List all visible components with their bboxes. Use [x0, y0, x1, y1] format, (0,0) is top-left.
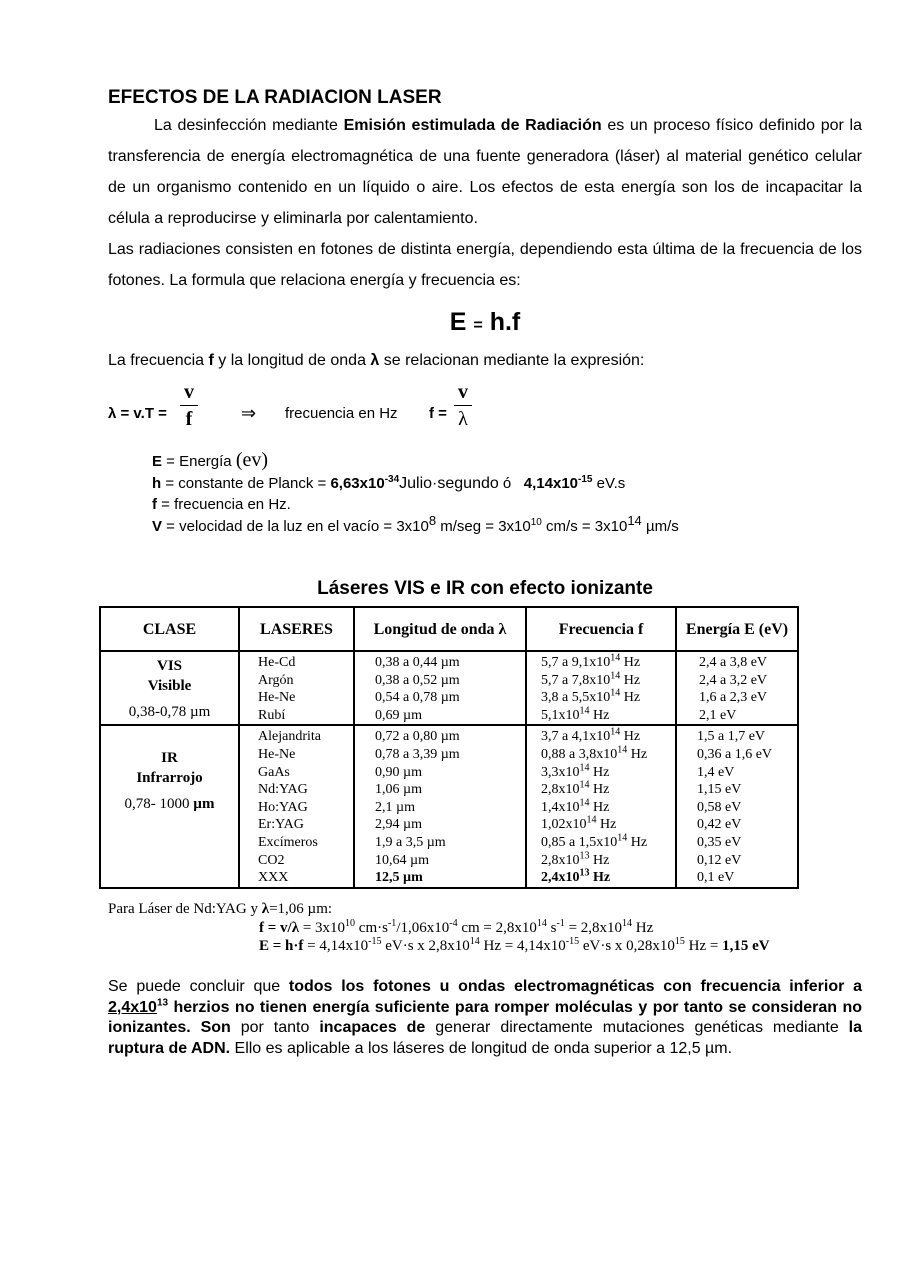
- wavelength-formula-row: [108, 381, 862, 446]
- implies-arrow: ⇒: [241, 403, 257, 423]
- frequency-in-hz-label: frecuencia en Hz: [285, 405, 398, 422]
- intro-paragraph-1: La desinfección mediante Emisión estimulada de Radiación es un proceso físico definido por la transferencia de energía electromagnética de una fuente generadora (láser) al material genético celular de un organismo contenido en un líquido o aire. Los efectos de esta energía son los de incapacitar la célula a reproducirse y eliminarla por calentamiento.: [108, 117, 863, 227]
- table-header-row: [100, 607, 798, 651]
- header-frecuencia: Frecuencia f: [526, 607, 676, 651]
- class-cell-ir: IR Infrarrojo 0,78- 1000 µm: [100, 725, 239, 887]
- header-clase: CLASE: [100, 607, 239, 651]
- lasers-cell-ir: Alejandrita He-Ne GaAs Nd:YAG Ho:YAG Er:YAG Excímeros CO2 XXX: [239, 725, 354, 887]
- definition-planck: h = constante de Planck = $6,63x10^{-34}Julio\cdot segundo$ ó $4,14x10^{-15}$ eV.s: [152, 473, 626, 492]
- lasers-table: [99, 606, 799, 889]
- table-title: Láseres VIS e IR con efecto ionizante: [317, 578, 653, 599]
- header-laseres: LASERES: [239, 607, 354, 651]
- definition-energy: E = Energía (ev): [152, 449, 269, 471]
- frequency-equation-lhs: f =: [429, 405, 447, 422]
- definition-frequency: f = frecuencia en Hz.: [152, 496, 291, 513]
- fraction-v-over-f: $\frac{v}{f}$: [180, 379, 198, 432]
- ndyag-example: [108, 900, 868, 956]
- example-frequency-line: $f = v/\lambda = 3x10^{10}$ $cm\cdot s^{-1}/1,06x10^{-4}$ cm = $2,8x10^{14}$ $s^{-1} = 2,8x10^{14}$ Hz: [259, 917, 654, 936]
- class-cell-vis: VIS Visible 0,38-0,78 µm: [100, 651, 239, 725]
- energy-cell-ir: 1,5 a 1,7 eV 0,36 a 1,6 eV 1,4 eV 1,15 eV 0,58 eV 0,42 eV 0,35 eV 0,12 eV 0,1 eV: [676, 725, 798, 887]
- page-title: EFECTOS DE LA RADIACION LASER: [108, 87, 442, 108]
- wavelength-cell-vis: 0,38 a 0,44 µm 0,38 a 0,52 µm 0,54 a 0,78 µm 0,69 µm: [354, 651, 526, 725]
- conclusion-paragraph: Se puede concluir que todos los fotones u ondas electromagnéticas con frecuencia inferior a $2,4x10^{13}$ herzios no tienen energía suficiente para romper moléculas y por tanto se consideran no ionizantes. Son por tanto incapaces de generar directamente mutaciones genéticas mediante la ruptura de ADN. Ello es aplicable a los láseres de longitud de onda superior a 12,5 µm.: [108, 978, 863, 1057]
- frequency-cell-ir: 3,7 a $4,1x10^{14}$ Hz 0,88 a $3,8x10^{14}$ Hz $3,3x10^{14}$ Hz $2,8x10^{14}$ Hz $1,4x10^{14}$ Hz $1,02x10^{14}$ Hz 0,85 a $1,5x10^{14}$ Hz $2,8x10^{13}$ Hz $2,4x10^{13}$ Hz: [526, 725, 676, 887]
- example-intro-line: Para Láser de Nd:YAG y λ=1,06 µm:: [108, 901, 333, 917]
- table-row-vis: [100, 651, 798, 725]
- frequency-cell-vis: 5,7 a $9,1x10^{14}$ Hz 5,7 a $7,8x10^{14}$ Hz 3,8 a $5,5x10^{14}$ Hz $5,1x10^{14}$ Hz: [526, 651, 676, 725]
- lasers-cell-vis: He-Cd Argón He-Ne Rubí: [239, 651, 354, 725]
- fraction-v-over-lambda: $\frac{v}{\lambda}$: [454, 379, 472, 432]
- header-longitud-onda: Longitud de onda λ: [354, 607, 526, 651]
- wavelength-cell-ir: 0,72 a 0,80 µm 0,78 a 3,39 µm 0,90 µm 1,06 µm 2,1 µm 2,94 µm 1,9 a 3,5 µm 10,64 µm 12,5 µm: [354, 725, 526, 887]
- energy-cell-vis: 2,4 a 3,8 eV 2,4 a 3,2 eV 1,6 a 2,3 eV 2,1 eV: [676, 651, 798, 725]
- table-row-ir: [100, 725, 798, 887]
- header-energia: Energía E (eV): [676, 607, 798, 651]
- document-page: [108, 86, 862, 601]
- frequency-wavelength-text: La frecuencia f y la longitud de onda λ se relacionan mediante la expresión:: [108, 352, 645, 369]
- variable-definitions: [152, 450, 862, 537]
- intro-paragraph-2: Las radiaciones consisten en fotones de distinta energía, dependiendo esta última de la frecuencia de los fotones. La formula que relaciona energía y frecuencia es:: [108, 241, 862, 289]
- lambda-equation-lhs: λ = v.T =: [108, 405, 167, 422]
- definition-speed-of-light: V = velocidad de la luz en el vacío = $3x10^8$ $m/seg = 3x10^{10}$ $cm/s = 3x10^{14}$ µm/s: [152, 512, 679, 535]
- energy-frequency-formula: E = h.f: [449, 308, 521, 336]
- example-energy-line: $E = h\cdot f = 4,14x10^{-15}$ eV·s x $2,8x10^{14}$ $Hz = 4,14x10^{-15}$ eV·s x $0,28x10^{15}$ Hz = 1,15 eV: [259, 936, 770, 954]
